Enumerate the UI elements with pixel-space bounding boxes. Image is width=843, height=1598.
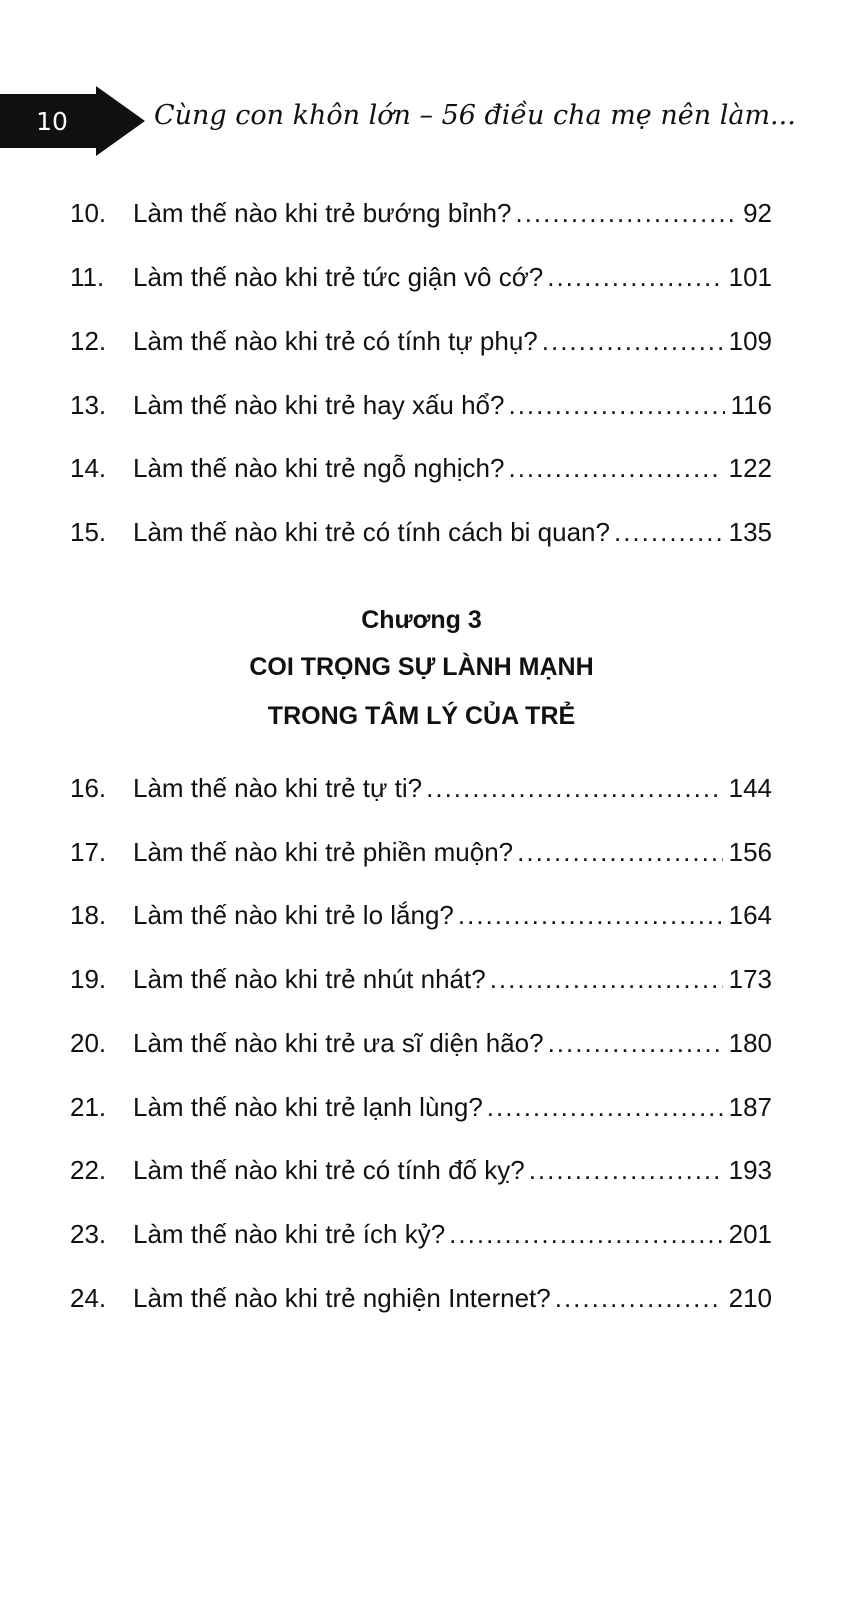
toc-entry-title: Làm thế nào khi trẻ có tính cách bi quan? (133, 517, 610, 547)
toc-entry (70, 321, 772, 361)
toc-entry (70, 448, 772, 488)
toc-entry-title: Làm thế nào khi trẻ bướng bỉnh? (133, 198, 512, 228)
toc-entry-page: 193 (728, 1155, 772, 1185)
toc-entry (70, 257, 772, 297)
toc-entry-title: Làm thế nào khi trẻ nhút nhát? (133, 964, 486, 994)
toc-entry-page: 173 (728, 964, 772, 994)
toc-entry-number: 24. (70, 1283, 107, 1313)
toc-leader-dots (487, 1087, 723, 1127)
toc-entry-title: Làm thế nào khi trẻ hay xấu hổ? (133, 390, 505, 420)
toc-entry-number: 11. (70, 262, 105, 292)
toc-entry-page: 164 (728, 900, 772, 930)
toc-leader-dots (426, 768, 722, 808)
toc-leader-dots (517, 832, 722, 872)
toc-entry-number: 15. (70, 517, 107, 547)
toc-entry (70, 1278, 772, 1318)
toc-entry-page: 109 (728, 326, 772, 356)
toc-entry (70, 1087, 772, 1127)
toc-leader-dots (515, 193, 737, 233)
toc-entry-title: Làm thế nào khi trẻ nghiện Internet? (133, 1283, 551, 1313)
toc-entry-title: Làm thế nào khi trẻ tự ti? (133, 773, 423, 803)
toc-entry-title: Làm thế nào khi trẻ lạnh lùng? (133, 1092, 483, 1122)
toc-entry-number: 19. (70, 964, 107, 994)
toc-entry-number: 23. (70, 1219, 107, 1249)
toc-entry-title: Làm thế nào khi trẻ có tính đố kỵ? (133, 1155, 525, 1185)
toc-entry-number: 10. (70, 198, 107, 228)
toc-entry-number: 22. (70, 1155, 107, 1185)
toc-entry-number: 13. (70, 390, 107, 420)
toc-entry-page: 122 (728, 453, 772, 483)
toc-leader-dots (458, 895, 723, 935)
toc-entry (70, 1214, 772, 1254)
toc-entry-number: 20. (70, 1028, 107, 1058)
toc-leader-dots (555, 1278, 723, 1318)
chapter-label: Chương 3 (361, 606, 482, 634)
toc-entry-page: 180 (728, 1028, 772, 1058)
toc-entry-page: 135 (728, 517, 772, 547)
toc-entry-title: Làm thế nào khi trẻ ích kỷ? (133, 1219, 446, 1249)
page-number-tab (0, 86, 145, 156)
toc-leader-dots (490, 959, 723, 999)
toc-entry-title: Làm thế nào khi trẻ có tính tự phụ? (133, 326, 538, 356)
book-title: Cùng con khôn lớn – 56 điều cha mẹ nên làm... (154, 100, 796, 131)
toc-entry-page: 210 (728, 1283, 772, 1313)
toc-leader-dots (508, 448, 722, 488)
toc-entry (70, 1023, 772, 1063)
toc-entry-title: Làm thế nào khi trẻ tức giận vô cớ? (133, 262, 544, 292)
toc-leader-dots (548, 1023, 723, 1063)
toc-entry-number: 12. (70, 326, 107, 356)
toc-leader-dots (547, 257, 722, 297)
toc-leader-dots (449, 1214, 722, 1254)
toc-entry-title: Làm thế nào khi trẻ phiền muộn? (133, 837, 514, 867)
chapter-title-line1: COI TRỌNG SỰ LÀNH MẠNH (249, 653, 594, 681)
toc-entry (70, 768, 772, 808)
toc-entry-title: Làm thế nào khi trẻ lo lắng? (133, 900, 454, 930)
toc-entry (70, 1150, 772, 1190)
toc-entry-page: 101 (728, 262, 772, 292)
toc-entry (70, 832, 772, 872)
toc-entry-number: 14. (70, 453, 107, 483)
toc-entry (70, 895, 772, 935)
toc-entry (70, 385, 772, 425)
toc-entry-title: Làm thế nào khi trẻ ngỗ nghịch? (133, 453, 505, 483)
toc-entry-page: 201 (728, 1219, 772, 1249)
toc-entry-page: 144 (728, 773, 772, 803)
page-header (0, 86, 843, 156)
page-number: 10 (36, 107, 68, 136)
toc-entry-number: 21. (70, 1092, 107, 1122)
toc-entry (70, 512, 772, 552)
toc-entry (70, 193, 772, 233)
toc-entry-page: 187 (728, 1092, 772, 1122)
chapter-title-line2: TRONG TÂM LÝ CỦA TRẺ (267, 702, 576, 730)
toc-leader-dots (529, 1150, 723, 1190)
toc-leader-dots (614, 512, 723, 552)
toc-entry (70, 959, 772, 999)
toc-entry-number: 17. (70, 837, 107, 867)
toc-entry-page: 116 (730, 390, 772, 420)
toc-entry-page: 92 (743, 198, 772, 228)
toc-entry-number: 18. (70, 900, 107, 930)
toc-entry-number: 16. (70, 773, 107, 803)
toc-entry-page: 156 (728, 837, 772, 867)
toc-leader-dots (542, 321, 723, 361)
toc-entry-title: Làm thế nào khi trẻ ưa sĩ diện hão? (133, 1028, 544, 1058)
toc-leader-dots (508, 385, 724, 425)
